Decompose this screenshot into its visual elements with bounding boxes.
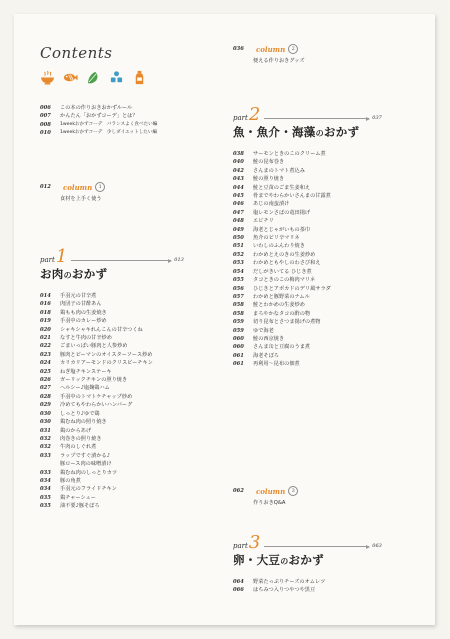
toc-entry[interactable] (233, 217, 413, 225)
entry-page-number: 048 (233, 218, 244, 225)
toc-entry[interactable] (40, 376, 215, 384)
column-title: 作りおきQ&A (253, 500, 286, 506)
entry-title: 手羽元の甘辛煮 (60, 293, 97, 299)
toc-entry[interactable] (40, 326, 215, 334)
column-label: column (256, 44, 286, 54)
entry-title: 手羽元のフライドチキン (60, 486, 117, 493)
toc-entry[interactable] (233, 167, 413, 175)
entry-page-number: 061 (233, 361, 244, 368)
part-page: 037 (372, 115, 382, 121)
entry-title: さんまのトマト煮込み (253, 167, 305, 174)
entry-title: 肉巻きの照り焼き (60, 435, 102, 442)
entry-page-number: 066 (233, 587, 244, 594)
column-label: column (256, 486, 286, 496)
entry-title: 鶏むね肉の照り焼き (60, 419, 107, 426)
entry-title: 鮭の昆布巻き (253, 159, 285, 166)
part-1-heading: お肉のおかず (40, 267, 108, 281)
entry-title: 鶏むね肉のしっとりカツ (60, 469, 118, 476)
entry-title: 鮭と豆苗のごま生姜和え (253, 184, 311, 191)
entry-title: 再利用～昆布の佃煮 (253, 361, 300, 368)
toc-entry[interactable] (40, 300, 215, 308)
entry-title: ガーリックチキンの照り焼き (60, 377, 128, 384)
toc-entry[interactable] (40, 351, 215, 359)
toc-entry[interactable] (40, 368, 215, 376)
toc-entry[interactable] (233, 175, 413, 183)
toc-entry[interactable] (233, 343, 413, 351)
entry-page-number: 021 (40, 335, 51, 342)
entry-title: 牛肉のしぐれ煮 (60, 444, 97, 451)
entry-page-number: 044 (233, 184, 244, 191)
entry-title: ねぎ塩チキンステーキ (60, 368, 112, 375)
toc-entry[interactable] (233, 301, 413, 309)
entry-title: はちみつ入りつやつや黒豆 (253, 587, 316, 594)
arrow-line (71, 260, 171, 261)
toc-entry[interactable] (40, 494, 215, 502)
entry-page-number: 043 (233, 176, 244, 183)
entry-title: 鶏チャーシュー (60, 494, 96, 501)
entry-page-number: 033 (40, 469, 51, 476)
toc-entry[interactable] (40, 292, 215, 300)
entry-title: 豚の角煮 (60, 477, 81, 484)
entry-title: 鮭とわかめの生姜炒め (253, 302, 305, 309)
column-page-number: 036 (233, 45, 244, 52)
column-title: 食材を上手く使う (60, 196, 102, 202)
toc-entry[interactable] (233, 327, 413, 335)
entry-page-number: 058 (233, 302, 244, 309)
entry-page-number: 026 (40, 377, 51, 384)
entry-title: だしがきいてる ひじき煮 (253, 268, 312, 275)
toc-entry[interactable] (233, 318, 413, 326)
part-1-header[interactable]: part 1 013 (40, 246, 184, 267)
entry-title: あじの南蛮漬け (253, 201, 290, 208)
entry-title: 鶏のからあげ (60, 427, 92, 434)
column-title: 便える作りおきグッズ (253, 58, 305, 64)
entry-title: わかめともやしのわさび和え (253, 260, 321, 267)
entry-page-number: 029 (40, 402, 51, 409)
entry-title: 鮭の西京焼き (253, 335, 285, 342)
entry-page-number: 049 (233, 226, 244, 233)
entry-page-number: 019 (40, 318, 51, 325)
toc-entry[interactable] (233, 586, 413, 594)
entry-page-number: 025 (40, 368, 51, 375)
entry-title: 魚介のピリ辛マリネ (253, 235, 300, 242)
entry-page-number: 016 (40, 301, 51, 308)
entry-title: シャキシャキれんこんの甘辛つくね (60, 326, 143, 333)
entry-title: 豚肉とピーマンのオイスターソース炒め (60, 351, 153, 358)
column-1[interactable] (40, 182, 105, 202)
page (14, 14, 435, 625)
entry-title: 手羽中のカレー炒め (60, 318, 107, 325)
entry-title: 海老とじゃがいもの茶巾 (253, 226, 311, 233)
entry-page-number: 032 (40, 444, 51, 451)
entry-page-number: 024 (40, 360, 51, 367)
entry-page-number: 052 (233, 251, 244, 258)
entry-page-number: 058 (233, 310, 244, 317)
toc-entry[interactable] (40, 418, 215, 426)
toc-entry[interactable] (40, 469, 215, 477)
entry-page-number: 034 (40, 486, 51, 493)
toc-entry[interactable] (40, 410, 215, 418)
entry-title: ごまいっぱい豚肉と人参炒め (60, 343, 128, 350)
toc-entry[interactable] (233, 158, 413, 166)
entry-page-number: 028 (40, 393, 51, 400)
entry-page-number: 050 (233, 235, 244, 242)
entry-title: 肉団子の甘酢あん (60, 301, 102, 308)
contents-title: Contents (40, 44, 113, 62)
entry-page-number: 040 (233, 159, 244, 166)
toc-entry[interactable] (40, 342, 215, 350)
toc-entry[interactable] (40, 309, 215, 317)
column-number: 3 (288, 486, 298, 496)
part-2-header[interactable]: part 2 037 (233, 104, 382, 125)
entry-title: ヘルシー♪塩麹鶏ハム (60, 385, 110, 392)
entry-title: 手羽中のトマトケチャップ炒め (60, 393, 133, 400)
category-icons (40, 70, 147, 85)
entry-page-number: 030 (40, 410, 51, 417)
part-3-header[interactable]: part 3 063 (233, 532, 382, 553)
part-1-list (40, 292, 215, 511)
entry-page-number: 033 (40, 452, 51, 459)
entry-page-number: 038 (233, 151, 244, 157)
tofu-icon (109, 70, 124, 85)
entry-page-number: 061 (233, 352, 244, 359)
entry-title: 骨までやわらかいさんまの甘露煮 (253, 193, 331, 200)
entry-page-number: 055 (233, 277, 244, 284)
toc-entry[interactable] (233, 335, 413, 343)
entry-title: わかめと豚野菜のナムル (253, 293, 310, 300)
toc-entry[interactable] (40, 334, 215, 342)
toc-entry[interactable] (40, 485, 215, 493)
column-page-number: 012 (40, 183, 51, 190)
toc-entry[interactable]: 010 1weekおかずコーデ 少しダイエットしたい編 (40, 130, 158, 137)
entry-page-number: 042 (233, 167, 244, 174)
intro-list (40, 104, 215, 138)
toc-entry[interactable] (233, 285, 413, 293)
toc-entry[interactable] (233, 578, 413, 586)
toc-entry[interactable] (233, 276, 413, 284)
entry-title: ゆで海老 (253, 327, 274, 334)
part-page: 063 (372, 543, 382, 549)
entry-page-number: 045 (233, 193, 244, 200)
toc-entry[interactable] (40, 435, 215, 443)
toc-entry[interactable] (233, 209, 413, 217)
entry-title: わかめとえのきの生姜炒め (253, 251, 316, 258)
toc-entry[interactable] (40, 477, 215, 485)
entry-page-number: 051 (233, 243, 244, 250)
bottle-icon (132, 70, 147, 85)
vegetable-icon (86, 70, 101, 85)
entry-page-number: 060 (233, 344, 244, 351)
arrow-line (264, 118, 369, 119)
part-2-list (233, 150, 413, 369)
entry-title: なすと牛肉の甘辛炒め (60, 335, 112, 342)
entry-title: 油不要♪豚そぼろ (60, 503, 100, 510)
part-3-heading: 卵・大豆のおかず (233, 553, 324, 567)
entry-title: 鶏もも肉の生姜焼き (60, 309, 107, 316)
entry-page-number: 023 (40, 351, 51, 358)
toc-entry[interactable] (40, 443, 215, 451)
column-3[interactable] (233, 486, 298, 506)
entry-page-number: 059 (233, 319, 244, 326)
toc-entry[interactable] (40, 502, 215, 510)
entry-page-number: 060 (233, 335, 244, 342)
toc-entry[interactable] (233, 352, 413, 360)
part-number: 3 (248, 532, 261, 553)
part-number: 2 (248, 104, 261, 125)
entry-page-number: 032 (40, 435, 51, 442)
toc-entry[interactable] (233, 184, 413, 192)
entry-title: エビチリ (253, 218, 274, 225)
entry-title: まろやかなタコの酢の物 (253, 310, 311, 317)
entry-title: 鮭の照り焼き (253, 176, 285, 183)
entry-page-number: 047 (233, 209, 244, 216)
toc-entry[interactable] (233, 251, 413, 259)
entry-page-number: 030 (40, 419, 51, 426)
toc-entry[interactable]: 006 この本の作りおきおかずルール (40, 105, 133, 111)
column-2[interactable] (233, 44, 305, 64)
entry-page-number: 064 (233, 579, 244, 585)
entry-title: 切り昆布とさつま揚げの煮物 (253, 319, 321, 326)
entry-title: サーモンときのこのクリーム煮 (253, 151, 326, 157)
entry-page-number: 054 (233, 268, 244, 275)
toc-entry[interactable] (233, 268, 413, 276)
toc-entry[interactable] (233, 259, 413, 267)
toc-entry[interactable] (233, 242, 413, 250)
toc-entry[interactable] (233, 226, 413, 234)
toc-entry[interactable] (233, 360, 413, 368)
entry-page-number: 031 (40, 427, 51, 434)
entry-page-number: 057 (233, 293, 244, 300)
column-label: column (63, 182, 93, 192)
toc-entry[interactable] (40, 452, 215, 469)
part-2-heading: 魚・魚介・海藻のおかず (233, 125, 360, 139)
part-3-list (233, 578, 413, 595)
entry-page-number: 027 (40, 385, 51, 392)
fish-icon (63, 70, 78, 85)
part-page: 013 (174, 257, 184, 263)
entry-page-number: 022 (40, 343, 51, 350)
entry-page-number: 035 (40, 503, 51, 510)
part-number: 1 (55, 246, 68, 267)
entry-title: タコときのこの梅肉マリネ (253, 277, 316, 284)
entry-title: ラップですぐ漬かる♪ 豚ロース肉の味噌漬け (60, 452, 112, 468)
toc-entry[interactable] (233, 310, 413, 318)
toc-entry[interactable] (40, 384, 215, 392)
entry-page-number: 046 (233, 201, 244, 208)
entry-page-number: 059 (233, 327, 244, 334)
toc-entry[interactable] (233, 234, 413, 242)
entry-page-number: 020 (40, 326, 51, 333)
entry-page-number: 053 (233, 260, 244, 267)
rice-bowl-icon (40, 70, 55, 85)
entry-title: 冷めてもやわらかいハンバーグ (60, 402, 133, 409)
arrow-line (264, 546, 369, 547)
entry-page-number: 056 (233, 285, 244, 292)
entry-page-number: 035 (40, 494, 51, 501)
entry-page-number: 034 (40, 477, 51, 484)
column-page-number: 062 (233, 487, 244, 494)
column-number: 1 (95, 182, 105, 192)
entry-title: しっとり♪ゆで鶏 (60, 410, 100, 417)
toc-entry[interactable] (40, 427, 215, 435)
toc-entry[interactable] (233, 200, 413, 208)
entry-title: カリカリアーモンドのクリスピーチキン (60, 360, 153, 367)
column-number: 2 (288, 44, 298, 54)
toc-entry[interactable] (40, 401, 215, 409)
toc-entry[interactable] (40, 393, 215, 401)
toc-entry[interactable] (40, 359, 215, 367)
entry-title: 野菜たっぷりチーズのオムレツ (253, 579, 326, 585)
entry-title: 海老そぼろ (253, 352, 279, 359)
entry-page-number: 018 (40, 309, 51, 316)
toc-entry[interactable] (233, 150, 413, 158)
toc-entry[interactable] (40, 317, 215, 325)
entry-title: 塩レモンさばの竜田揚げ (253, 209, 311, 216)
toc-entry[interactable]: 007 かんたん「おかずコーデ」とは？ (40, 113, 138, 120)
toc-entry[interactable]: 008 1weekおかずコーデ バランスよく食べたい編 (40, 121, 158, 128)
toc-entry[interactable] (233, 293, 413, 301)
entry-title: ひじきとアボカドのデリ風サラダ (253, 285, 331, 292)
toc-entry[interactable] (233, 192, 413, 200)
entry-title: さんま缶と豆腐のうま煮 (253, 344, 311, 351)
entry-title: いわしのふんわり焼き (253, 243, 305, 250)
entry-page-number: 014 (40, 293, 51, 299)
